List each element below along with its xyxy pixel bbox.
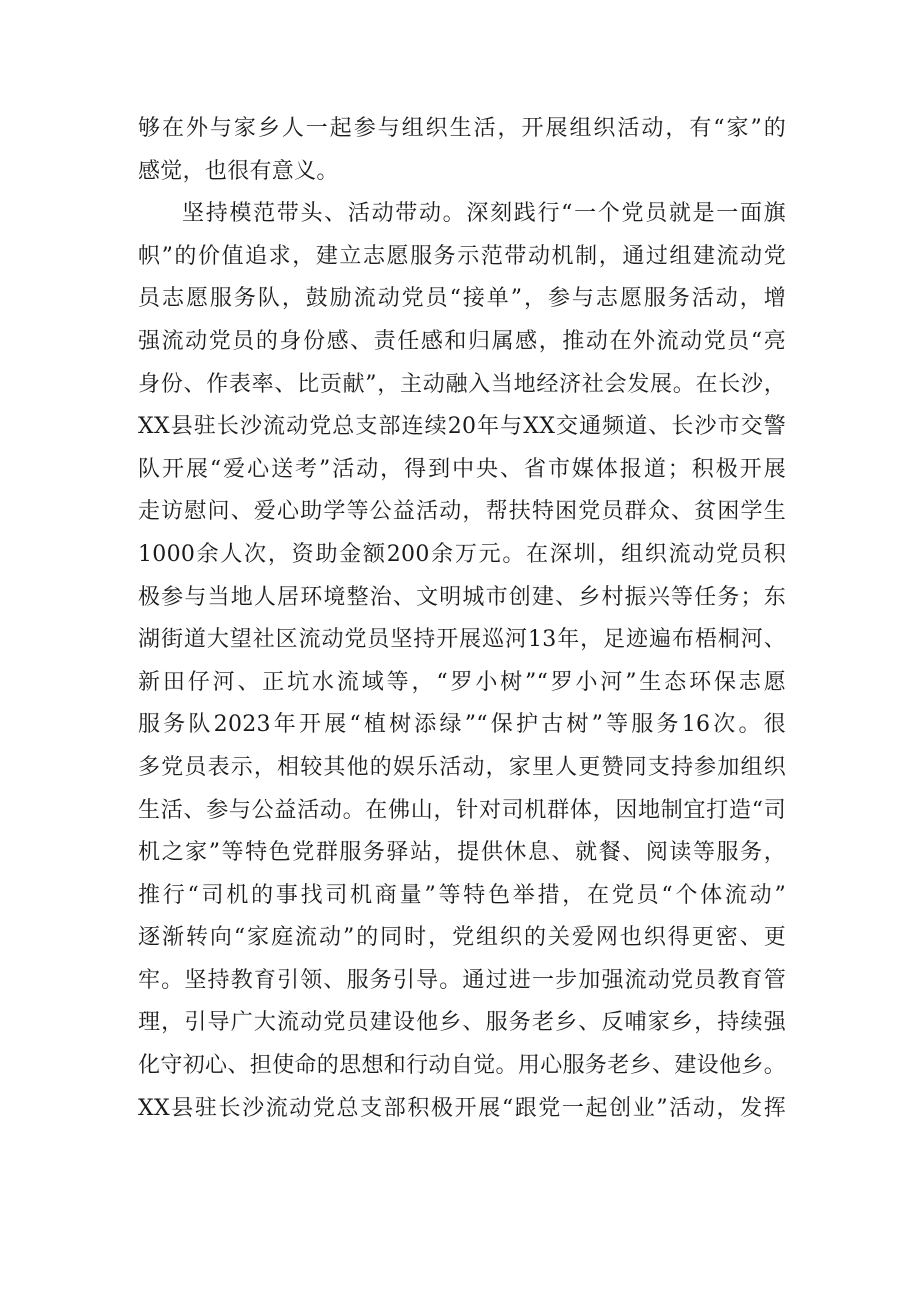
text-line: 够在外与家乡人一起参与组织生活，开展组织活动，有“家”的 [138,116,786,141]
text-line: 坚持模范带头、活动带动。深刻践行“一个党员就是一面旗 [182,201,786,227]
text-line: 生活、参与公益活动。在佛山，针对司机群体，因地制宜打造“司 [138,797,786,823]
text-line: 帜”的价值追求，建立志愿服务示范带动机制，通过组建流动党 [138,243,786,269]
text-line: 牢。坚持教育引领、服务引导。通过进一步加强流动党员教育管 [138,967,786,993]
text-line: 化守初心、担使命的思想和行动自觉。用心服务老乡、建设他乡。 [138,1053,786,1079]
text-line: 队开展“爱心送考”活动，得到中央、省市媒体报道；积极开展 [138,456,786,482]
text-line: 员志愿服务队，鼓励流动党员“接单”，参与志愿服务活动，增 [138,286,786,312]
text-line: 强流动党员的身份感、责任感和归属感，推动在外流动党员“亮 [138,328,786,354]
text-line: 湖街道大望社区流动党员坚持开展巡河13年，足迹遍布梧桐河、 [138,627,786,653]
text-line: 机之家”等特色党群服务驿站，提供休息、就餐、阅读等服务， [138,840,786,866]
text-line: 多党员表示，相较其他的娱乐活动，家里人更赞同支持参加组织 [138,754,786,780]
text-line: 新田仔河、正坑水流域等，“罗小树”“罗小河”生态环保志愿 [138,669,786,695]
text-line: 走访慰问、爱心助学等公益活动，帮扶特困党员群众、贫困学生 [138,499,786,525]
text-line: 服务队2023年开展“植树添绿”“保护古树”等服务16次。很 [138,712,786,738]
body-text [138,108,786,1130]
text-line: 感觉，也很有意义。 [138,158,339,184]
text-line: XX县驻长沙流动党总支部积极开展“跟党一起创业”活动，发挥 [138,1095,786,1121]
text-line: 极参与当地人居环境整治、文明城市创建、乡村振兴等任务；东 [138,584,786,610]
text-line: 身份、作表率、比贡献”，主动融入当地经济社会发展。在长沙， [138,371,786,397]
text-line: 理，引导广大流动党员建设他乡、服务老乡、反哺家乡，持续强 [138,1010,786,1036]
text-line: 推行“司机的事找司机商量”等特色举措，在党员“个体流动” [138,882,786,908]
text-line: 逐渐转向“家庭流动”的同时，党组织的关爱网也织得更密、更 [138,925,786,951]
text-line: 1000余人次，资助金额200余万元。在深圳，组织流动党员积 [138,541,786,567]
text-line: XX县驻长沙流动党总支部连续20年与XX交通频道、长沙市交警 [138,414,786,440]
